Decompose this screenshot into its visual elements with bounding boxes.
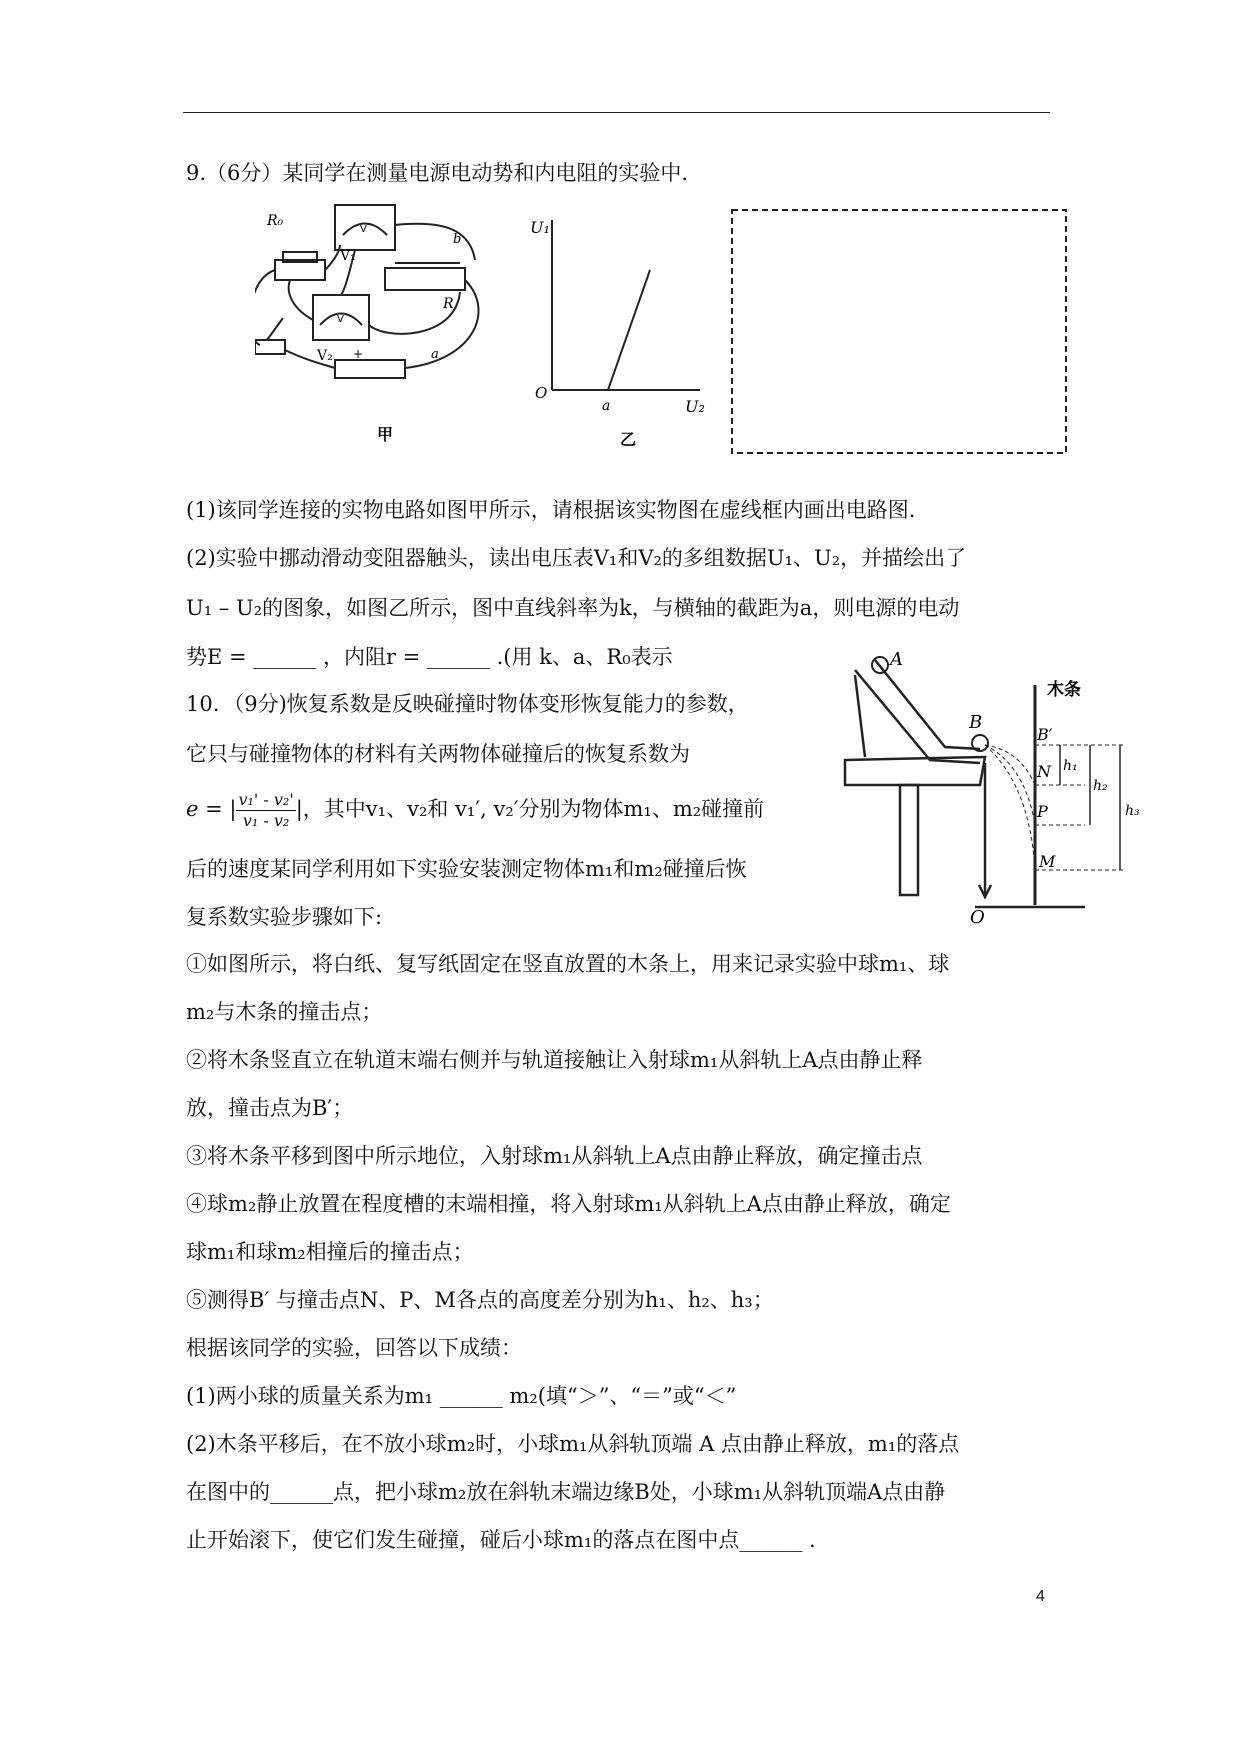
q10-line4: 后的速度某同学利用如下实验安装测定物体m₁和m₂碰撞后恢 <box>186 857 747 881</box>
q10-step2-line1: ②将木条竖直立在轨道末端右侧并与轨道接触让入射球m₁从斜轨上A点由静止释 <box>186 1048 923 1072</box>
label-h1: h₁ <box>1063 758 1078 774</box>
caption-yi: 乙 <box>620 430 637 449</box>
label-u2: U₂ <box>685 397 705 416</box>
page-number: 4 <box>1036 1588 1045 1605</box>
label-P: P <box>1037 802 1048 821</box>
q10-step1-line1: ①如图所示，将白纸、复写纸固定在竖直放置的木条上，用来记录实验中球m₁、球 <box>186 952 950 976</box>
label-a: a <box>431 347 439 362</box>
q10-line1: 10．（9分)恢复系数是反映碰撞时物体变形恢复能力的参数， <box>186 692 749 716</box>
v1-dial-label: V <box>360 224 367 235</box>
header-rule <box>183 112 1050 113</box>
q10-answer2-line1: (2)木条平移后，在不放小球m₂时，小球m₁从斜轨顶端 A 点由静止释放，m₁的落点 <box>186 1432 960 1456</box>
answer-box-dashed <box>730 208 1070 458</box>
q10-formula-line <box>186 786 764 832</box>
circuit-figure-jia <box>255 200 530 445</box>
label-intercept-a: a <box>602 398 611 414</box>
q10-answer1: (1)两小球的质量关系为m₁ ______ m₂(填“＞”、“＝”或“＜” <box>186 1384 737 1408</box>
q10-line5: 复系数实验步骤如下: <box>186 905 383 929</box>
q9-part2-line1: (2)实验中挪动滑动变阻器触头，读出电压表V₁和V₂的多组数据U₁、U₂，并描绘出了 <box>186 546 967 570</box>
fraction-denominator: v₁ - v₂ <box>242 811 290 830</box>
label-u1: U₁ <box>530 218 550 237</box>
ramp-figure <box>835 645 1155 925</box>
label-h3: h₃ <box>1125 803 1140 819</box>
q10-step2-line2: 放，撞击点为B′； <box>186 1096 354 1120</box>
label-origin: O <box>535 384 548 402</box>
q10-step4-line2: 球m₁和球m₂相撞后的撞击点； <box>186 1240 474 1264</box>
label-O: O <box>970 907 985 925</box>
q9-part2-line3: 势E = ______ ，内阻r = ______ .(用 k、a、R₀表示 <box>186 645 673 669</box>
q10-line2: 它只与碰撞物体的材料有关两物体碰撞后的恢复系数为 <box>186 742 690 766</box>
label-A: A <box>890 649 903 670</box>
q10-step3: ③将木条平移到图中所示地位，入射球m₁从斜轨上A点由静止释放，确定撞击点 <box>186 1144 923 1168</box>
caption-jia: 甲 <box>377 425 394 444</box>
q10-answer2-line3: 止开始滚下，使它们发生碰撞，碰后小球m₁的落点在图中点______ . <box>186 1528 816 1552</box>
formula-e-prefix: e = | <box>186 797 237 821</box>
restitution-fraction <box>236 790 295 831</box>
battery-plus-sign: + <box>353 347 364 361</box>
label-B: B <box>969 712 983 733</box>
label-M: M <box>1039 852 1056 871</box>
q9-part2-line2: U₁ – U₂的图象，如图乙所示，图中直线斜率为k，与横轴的截距为a，则电源的电动 <box>186 596 960 620</box>
table-leg <box>900 785 918 895</box>
label-N: N <box>1037 762 1051 781</box>
battery-shape <box>335 360 405 378</box>
q10-step4-line1: ④球m₂静止放置在程度槽的末端相撞，将入射球m₁从斜轨上A点由静止释放，确定 <box>186 1192 951 1216</box>
label-b: b <box>453 232 462 247</box>
label-r0: R₀ <box>267 213 284 229</box>
q9-title: 9.（6分）某同学在测量电源电动势和内电阻的实验中. <box>186 161 689 185</box>
u1-u2-line <box>608 270 650 390</box>
q10-step5: ⑤测得B′ 与撞击点N、P、M各点的高度差分别为h₁、h₂、h₃； <box>186 1288 774 1312</box>
q10-intro: 根据该同学的实验，回答以下成绩： <box>186 1336 522 1360</box>
rheostat-r-shape <box>385 268 465 290</box>
label-muitiao: 木条 <box>1047 680 1081 700</box>
q10-answer2-line2: 在图中的______点，把小球m₂放在斜轨末端边缘B处，小球m₁从斜轨顶端A点由静 <box>186 1480 946 1504</box>
q9-part1: (1)该同学连接的实物电路如图甲所示，请根据该实物图在虚线框内画出电路图. <box>186 498 916 522</box>
q10-step1-line2: m₂与木条的撞击点； <box>186 1000 383 1024</box>
formula-suffix: |，其中v₁、v₂和 v₁′, v₂′分别为物体m₁、m₂碰撞前 <box>295 797 765 821</box>
fraction-numerator: v₁' - v₂' <box>238 790 294 809</box>
label-v1: V₁ <box>340 248 356 264</box>
label-h2: h₂ <box>1093 778 1108 794</box>
switch-shape <box>255 340 285 354</box>
label-B-prime: B′ <box>1037 725 1053 744</box>
label-r: R <box>443 296 454 312</box>
graph-figure-yi <box>530 215 720 450</box>
v2-dial-label: V <box>337 314 344 325</box>
label-v2: V₂ <box>317 348 333 364</box>
